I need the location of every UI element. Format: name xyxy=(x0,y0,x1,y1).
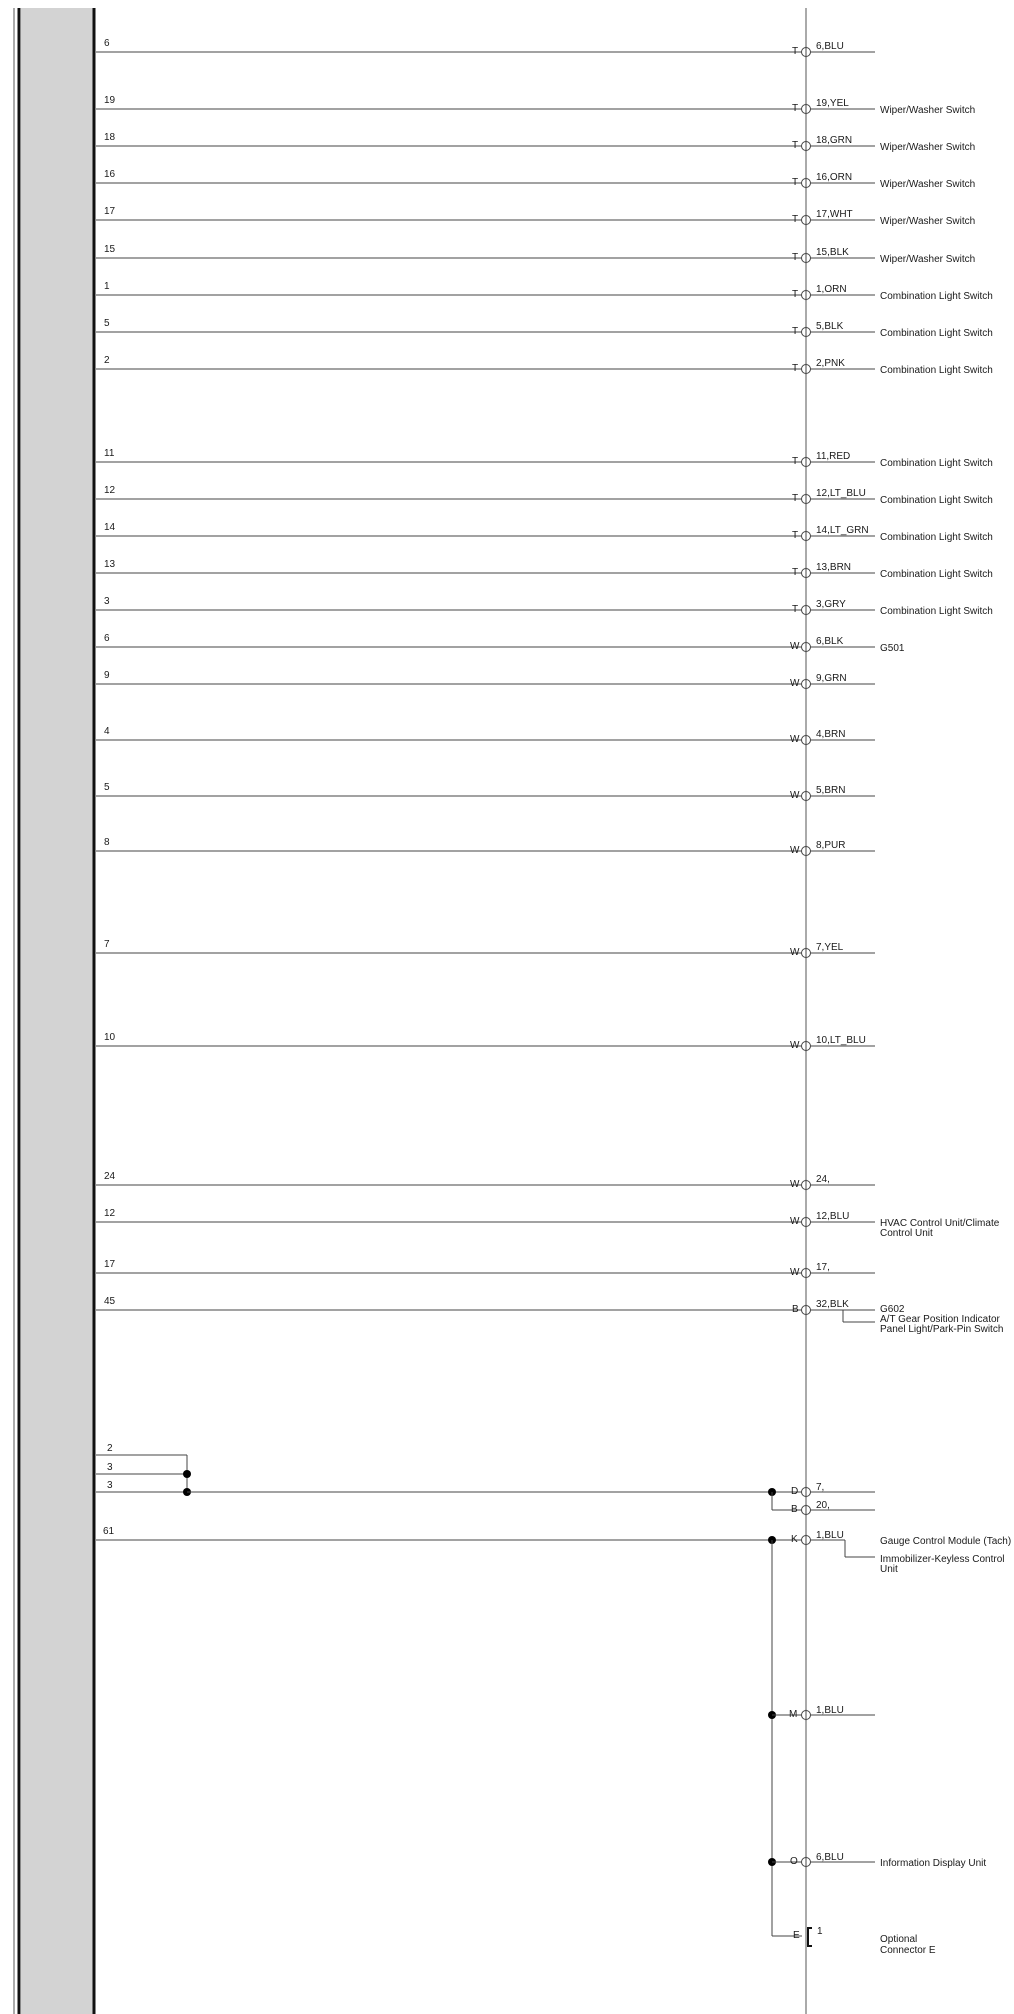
wire-row xyxy=(96,38,875,58)
terminal-label: 13,BRN xyxy=(816,562,852,573)
terminal-label: 18,GRN xyxy=(816,135,853,146)
terminal-label: 6,BLK xyxy=(816,636,844,647)
wire-pin-number: 15 xyxy=(104,244,116,255)
component-label: Combination Light Switch xyxy=(880,328,993,339)
component-label: Combination Light Switch xyxy=(880,365,993,376)
connector-letter: T xyxy=(792,604,799,615)
connector-letter: W xyxy=(790,790,800,801)
wire-pin-number: 61 xyxy=(103,1526,115,1537)
wire-pin-number: 6 xyxy=(104,38,110,49)
component-label: Information Display Unit xyxy=(880,1858,987,1869)
terminal-label: 20, xyxy=(816,1500,830,1511)
wire-row xyxy=(96,355,993,376)
connector-letter: T xyxy=(792,363,799,374)
wire-row xyxy=(96,244,975,265)
wire-pin-number: 5 xyxy=(104,318,110,329)
wire-pin-number: 6 xyxy=(104,633,110,644)
connector-letter: W xyxy=(790,1267,800,1278)
terminal-label: 7, xyxy=(816,1482,825,1493)
wire-row xyxy=(96,1032,875,1052)
wire-row xyxy=(96,633,905,654)
wire-pin-number: 10 xyxy=(104,1032,116,1043)
terminal-label: 17,WHT xyxy=(816,209,853,220)
wire-pin-number: 3 xyxy=(107,1480,113,1491)
terminal-label: 12,LT_BLU xyxy=(816,488,866,499)
control-module-block xyxy=(21,8,94,2014)
terminal-label: 1,ORN xyxy=(816,284,847,295)
terminal-label: 24, xyxy=(816,1174,830,1185)
wire-pin-number: 9 xyxy=(104,670,110,681)
wire-pin-number: 3 xyxy=(104,596,110,607)
wire-row xyxy=(96,485,993,506)
wire-row xyxy=(96,939,875,959)
connector-letter: T xyxy=(792,530,799,541)
terminal-label: 3,GRY xyxy=(816,599,846,610)
connector-letter: B xyxy=(792,1304,799,1315)
terminal-label: 4,BRN xyxy=(816,729,846,740)
terminal-label: 8,PUR xyxy=(816,840,846,851)
wire-pin-number: 13 xyxy=(104,559,116,570)
terminal-label: 1 xyxy=(817,1926,823,1937)
connector-letter: M xyxy=(789,1709,798,1720)
wire-pin-number: 12 xyxy=(104,485,116,496)
connector-letter: T xyxy=(792,46,799,57)
wire-pin-number: 2 xyxy=(104,355,110,366)
wire-row xyxy=(96,318,993,339)
wire-row xyxy=(96,169,975,190)
wire-pin-number: 17 xyxy=(104,206,116,217)
connector-letter: T xyxy=(792,456,799,467)
component-label: Combination Light Switch xyxy=(880,291,993,302)
wire-row xyxy=(96,448,993,469)
terminal-label: 19,YEL xyxy=(816,98,849,109)
terminal-label: 12,BLU xyxy=(816,1211,850,1222)
wire-pin-number: 45 xyxy=(104,1296,116,1307)
wire-row xyxy=(96,596,993,617)
component-label: Gauge Control Module (Tach) xyxy=(880,1536,1012,1547)
component-label: Combination Light Switch xyxy=(880,532,993,543)
component-label: Connector E xyxy=(880,1945,936,1956)
connector-letter: T xyxy=(792,103,799,114)
connector-letter: T xyxy=(792,252,799,263)
terminal-label: 17, xyxy=(816,1262,830,1273)
connector-letter: T xyxy=(792,567,799,578)
terminal-label: 1,BLU xyxy=(816,1530,844,1541)
wire-pin-number: 24 xyxy=(104,1171,116,1182)
connector-letter: D xyxy=(791,1486,799,1497)
terminal-label: 15,BLK xyxy=(816,247,849,258)
component-label: Wiper/Washer Switch xyxy=(880,142,976,153)
wire-pin-number: 7 xyxy=(104,939,110,950)
component-label: Combination Light Switch xyxy=(880,458,993,469)
terminal-label: 2,PNK xyxy=(816,358,845,369)
wire-row xyxy=(96,1296,1003,1335)
component-label: Wiper/Washer Switch xyxy=(880,105,976,116)
component-label: Unit xyxy=(880,1564,898,1575)
wire-row xyxy=(96,837,875,857)
component-label: Wiper/Washer Switch xyxy=(880,179,976,190)
component-label: G602 xyxy=(880,1304,905,1315)
connector-letter: E xyxy=(793,1930,800,1941)
terminal-label: 7,YEL xyxy=(816,942,844,953)
wire-pin-number: 8 xyxy=(104,837,110,848)
terminal-label: 5,BRN xyxy=(816,785,846,796)
wire-row xyxy=(96,95,975,116)
connector-letter: W xyxy=(790,678,800,689)
component-label: Wiper/Washer Switch xyxy=(880,254,976,265)
component-label: Optional xyxy=(880,1934,918,1945)
wire-pin-number: 18 xyxy=(104,132,116,143)
wire-pin-number: 11 xyxy=(104,448,115,459)
splice-dot xyxy=(183,1470,191,1478)
wire-row xyxy=(96,132,975,153)
component-label: Immobilizer-Keyless Control xyxy=(880,1554,1005,1565)
wire-row xyxy=(96,522,993,543)
wire-pin-number: 12 xyxy=(104,1208,116,1219)
connector-letter: T xyxy=(792,177,799,188)
connector-letter: W xyxy=(790,641,800,652)
wire-pin-number: 2 xyxy=(107,1443,113,1454)
wire-pin-number: 19 xyxy=(104,95,116,106)
connector-letter: T xyxy=(792,289,799,300)
wire-row xyxy=(96,1171,875,1191)
connector-letter: T xyxy=(792,493,799,504)
component-label: Wiper/Washer Switch xyxy=(880,216,976,227)
wire-row xyxy=(96,670,875,690)
terminal-label: 6,BLU xyxy=(816,41,844,52)
terminal-label: 5,BLK xyxy=(816,321,844,332)
connector-letter: T xyxy=(792,214,799,225)
connector-letter: T xyxy=(792,326,799,337)
connector-letter: W xyxy=(790,1179,800,1190)
connector-letter: B xyxy=(791,1504,798,1515)
component-label: Panel Light/Park-Pin Switch xyxy=(880,1324,1004,1335)
connector-letter: T xyxy=(792,140,799,151)
wire-row xyxy=(96,1208,1000,1239)
terminal-label: 32,BLK xyxy=(816,1299,849,1310)
component-label: Combination Light Switch xyxy=(880,495,993,506)
connector-letter: K xyxy=(791,1534,798,1545)
wire-row xyxy=(96,1259,875,1279)
connector-letter: W xyxy=(790,1216,800,1227)
lower-junction-section xyxy=(96,1443,1011,1956)
terminal-label: 9,GRN xyxy=(816,673,847,684)
component-label: A/T Gear Position Indicator xyxy=(880,1314,1000,1325)
terminal-label: 11,RED xyxy=(816,451,851,462)
connector-letter: W xyxy=(790,1040,800,1051)
terminal-label: 1,BLU xyxy=(816,1705,844,1716)
wire-pin-number: 4 xyxy=(104,726,110,737)
wire-pin-number: 3 xyxy=(107,1462,113,1473)
wire-row xyxy=(96,782,875,802)
component-label: Combination Light Switch xyxy=(880,569,993,580)
terminal-label: 6,BLU xyxy=(816,1852,844,1863)
terminal-label: 14,LT_GRN xyxy=(816,525,869,536)
connector-letter: O xyxy=(790,1856,798,1867)
wire-pin-number: 16 xyxy=(104,169,116,180)
wire-row xyxy=(96,281,993,302)
wire-row xyxy=(96,559,993,580)
wire-pin-number: 17 xyxy=(104,1259,116,1270)
component-label: Control Unit xyxy=(880,1228,933,1239)
wire-pin-number: 14 xyxy=(104,522,116,533)
optional-connector-bracket xyxy=(808,1928,812,1946)
wire-pin-number: 1 xyxy=(104,281,110,292)
wire-row xyxy=(96,726,875,746)
component-label: Combination Light Switch xyxy=(880,606,993,617)
component-label: G501 xyxy=(880,643,905,654)
connector-letter: W xyxy=(790,845,800,856)
component-label: HVAC Control Unit/Climate xyxy=(880,1218,1000,1229)
connector-letter: W xyxy=(790,947,800,958)
terminal-label: 16,ORN xyxy=(816,172,853,183)
terminal-label: 10,LT_BLU xyxy=(816,1035,866,1046)
wire-row xyxy=(96,206,975,227)
wire-pin-number: 5 xyxy=(104,782,110,793)
connector-letter: W xyxy=(790,734,800,745)
